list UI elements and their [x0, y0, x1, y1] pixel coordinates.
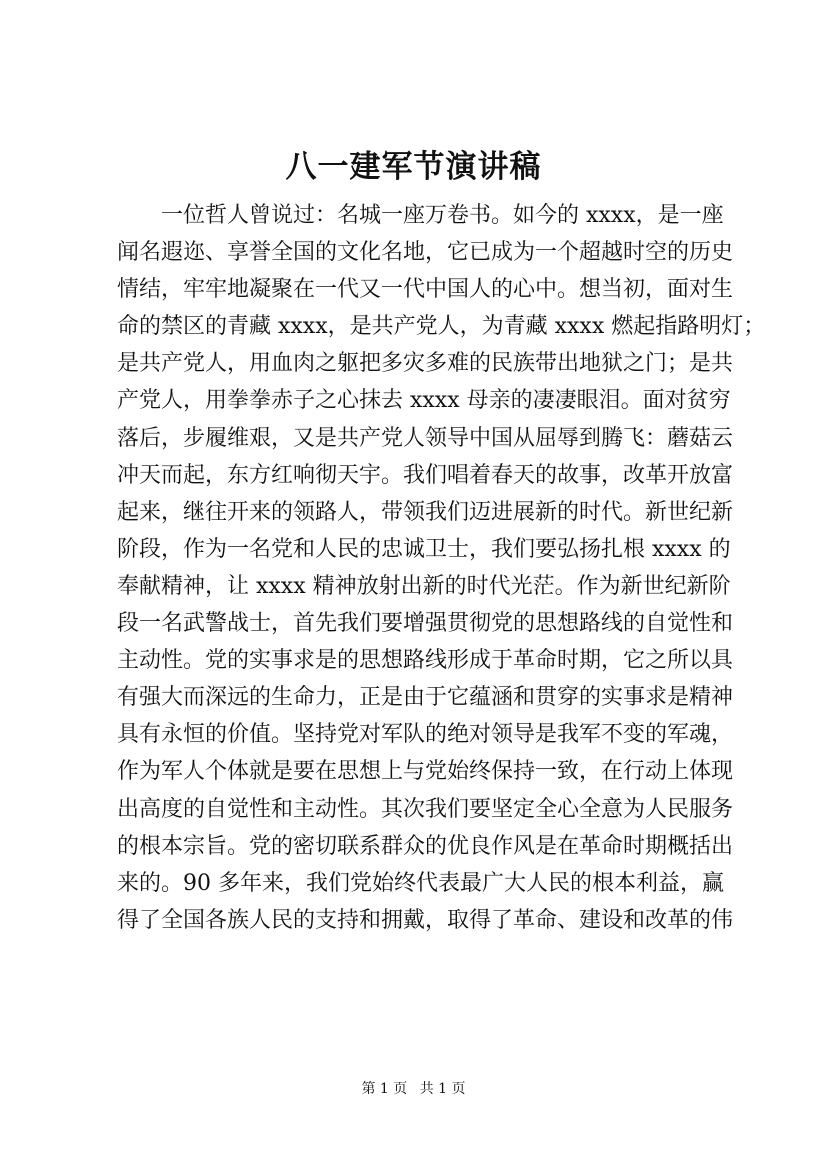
body-line: 一位哲人曾说过：名城一座万卷书。如今的 xxxx，是一座 [161, 203, 724, 228]
page-footer [0, 1079, 827, 1099]
page-number: 第 1 页 [361, 1081, 408, 1097]
document-page: 八一建军节演讲稿 一位哲人曾说过：名城一座万卷书。如今的 xxxx，是一座 闻名遐迩、享誉全国的文化名地，它已成为一个超越时空的历史 情结，牢牢地凝聚在一代又一代中国人的心中。想当初，面对生 命的禁区的青藏 xxxx，是共产党人，为青藏 xxxx 燃起指路明灯； 是共产党人，用血肉之躯把多灾多难的民族带出地狱之门；是共 产党人，用拳拳赤子之心抹去 xxxx 母亲的凄凄眼泪。面对贫穷 落后，步履维艰，又是共产党人领导中国从屈辱到腾飞：蘑菇云 冲天而起，东方红响彻天宇。我们唱着春天的故事，改革开放富 起来，继往开来的领路人，带领我们迈进展新的时代。新世纪新 阶段，作为一名党和人民的忠诚卫士，我们要弘扬扎根 xxxx 的 奉献精神，让 xxxx 精神放射出新的时代光茫。作为新世纪新阶 段一名武警战士，首先我们要增强贯彻党的思想路线的自觉性和 主动性。党的实事求是的思想路线形成于革命时期，它之所以具 有强大而深远的生命力，正是由于它蕴涵和贯穿的实事求是精神 具有永恒的价值。坚持党对军队的绝对领导是我军不变的军魂， 作为军人个体就是要在思想上与党始终保持一致，在行动上体现 出高度的自觉性和主动性。其次我们要坚定全心全意为人民服务 的根本宗旨。党的密切联系群众的优良作风是在革命时期概括出 来的。90 多年来，我们党始终代表最广大人民的根本利益，赢 得了全国各族人民的支持和拥戴，取得了革命、建设和改革的伟 第 1 页 共 1 页 [0, 0, 827, 1170]
page-total: 共 1 页 [419, 1081, 466, 1097]
document-title: 八一建军节演讲稿 [285, 149, 542, 185]
